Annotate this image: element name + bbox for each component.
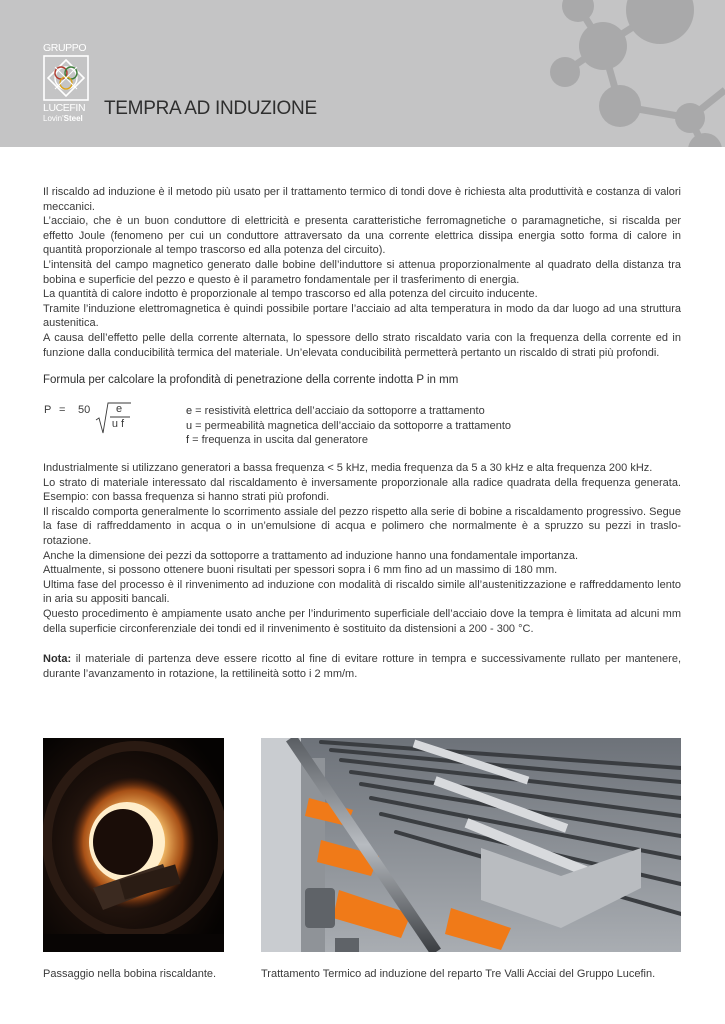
logo-text-lucefin: LUCEFIN: [43, 102, 86, 114]
paragraph: Tramite l’induzione elettromagnetica è quindi possibile portare l’acciaio ad alta temperatura in modo da dar luogo ad una struttura austenitica.: [43, 302, 681, 330]
formula-coefficient: 50: [78, 404, 91, 416]
note-label: Nota:: [43, 653, 72, 665]
paragraph: L’intensità del campo magnetico generato dalle bobine dell’induttore si attenua proporzionalmente al quadrato della distanza tra bobina e superficie del pezzo e questo è il parametro fondamentale per il trasferimento di energia.: [43, 258, 681, 286]
paragraph: L’acciaio, che è un buon conduttore di elettricità e presenta caratteristiche ferromagnetiche o paramagnetiche, si riscalda per effetto Joule (fenomeno per cui un conduttore attraversato da una corrente elettrica dissipa energia sotto forma di calore in quantità proporzionale al tempo trascorso ed alla potenza del circuito).: [43, 215, 681, 257]
logo-tagline: Lovin'Steel: [43, 114, 83, 123]
legend-row: u = permeabilità magnetica dell’acciaio da sottoporre a trattamento: [186, 419, 511, 432]
paragraph: Il riscaldo comporta generalmente lo scorrimento assiale del pezzo rispetto alla serie di bobine a riscaldamento progressivo. Segue la fase di raffreddamento in acqua o in un’emulsione di acqua e polimero che normalmente è a spruzzo su pezzi in traslo-rotazione.: [43, 505, 681, 547]
lucefin-logo-mark-icon: [43, 55, 89, 101]
paragraph: Industrialmente si utilizzano generatori a bassa frequenza < 5 kHz, media frequenza da 5 a 30 kHz e alta frequenza 200 kHz.: [43, 462, 653, 474]
note-section: [43, 652, 681, 681]
note-paragraph: [43, 652, 681, 681]
paragraph: Il riscaldo ad induzione è il metodo più usato per il trattamento termico di tondi dove è richiesta alta produttività e costanza di valori meccanici.: [43, 186, 681, 213]
figure-caption: Passaggio nella bobina riscaldante.: [43, 968, 217, 980]
legend-row: f = frequenza in uscita dal generatore: [186, 434, 368, 447]
paragraph: Attualmente, si possono ottenere buoni risultati per spessori sopra i 6 mm fino ad un massimo di 180 mm.: [43, 564, 558, 577]
page-title: TEMPRA AD INDUZIONE: [104, 98, 317, 119]
legend-row: e = resistività elettrica dell’acciaio da sottoporre a trattamento: [186, 405, 485, 417]
paragraph: La quantità di calore indotto è proporzionale al tempo trascorso ed alla potenza del circuito inducente.: [43, 288, 538, 301]
paragraph: A causa dell’effetto pelle della corrente alternata, lo spessore dello strato riscaldato varia con la frequenza della corrente ed in funzione dalla conducibilità termica del materiale. Un’elevata conducibilità permetterà pertanto un riscaldo di strati più profondi.: [43, 331, 681, 359]
logo-text-gruppo: GRUPPO: [43, 42, 87, 54]
formula-legend: [186, 404, 606, 448]
paragraph: Questo procedimento è ampiamente usato anche per l’indurimento superficiale dell’acciaio dove la tempra è limitata ad alcuni mm della superficie circonferenziale dei tondi ed il rinvenimento è sostituito da distensioni a 200 - 300 °C.: [43, 607, 681, 635]
formula-numerator: e: [115, 403, 123, 415]
formula-lhs: P: [44, 404, 52, 416]
photo-induction-coil: [43, 738, 224, 952]
paragraph: Anche la dimensione dei pezzi da sottoporre a trattamento ad induzione hanno una fondamentale importanza.: [43, 549, 579, 562]
intro-section: [43, 185, 681, 360]
formula-denominator: u f: [111, 418, 125, 430]
page-header: [0, 0, 725, 147]
formula: [43, 402, 183, 438]
molecule-decoration: [0, 0, 725, 147]
formula-equals: =: [59, 404, 66, 416]
lucefin-logo: [43, 42, 89, 124]
paragraph: Lo strato di materiale interessato dal riscaldamento è inversamente proporzionale alla radice quadrata della frequenza generata. Esempio: con bassa frequenza si hanno strati più profondi.: [43, 476, 681, 504]
formula-heading: Formula per calcolare la profondità di penetrazione della corrente indotta P in mm: [43, 374, 459, 386]
photo-heat-treatment-line: [261, 738, 681, 952]
figure-caption: Trattamento Termico ad induzione del reparto Tre Valli Acciai del Gruppo Lucefin.: [261, 968, 656, 980]
paragraph: Ultima fase del processo è il rinvenimento ad induzione con modalità di riscaldo simile all’austenitizzazione e raffreddamento lento in aria su appositi bancali.: [43, 578, 681, 606]
main-section: [43, 461, 681, 636]
note-text: il materiale di partenza deve essere ricotto al fine di evitare rotture in tempra e successivamente rullato per mantenere, durante l’avanzamento in rotazione, la rettilineità sotto i 2 mm/m.: [43, 653, 681, 680]
